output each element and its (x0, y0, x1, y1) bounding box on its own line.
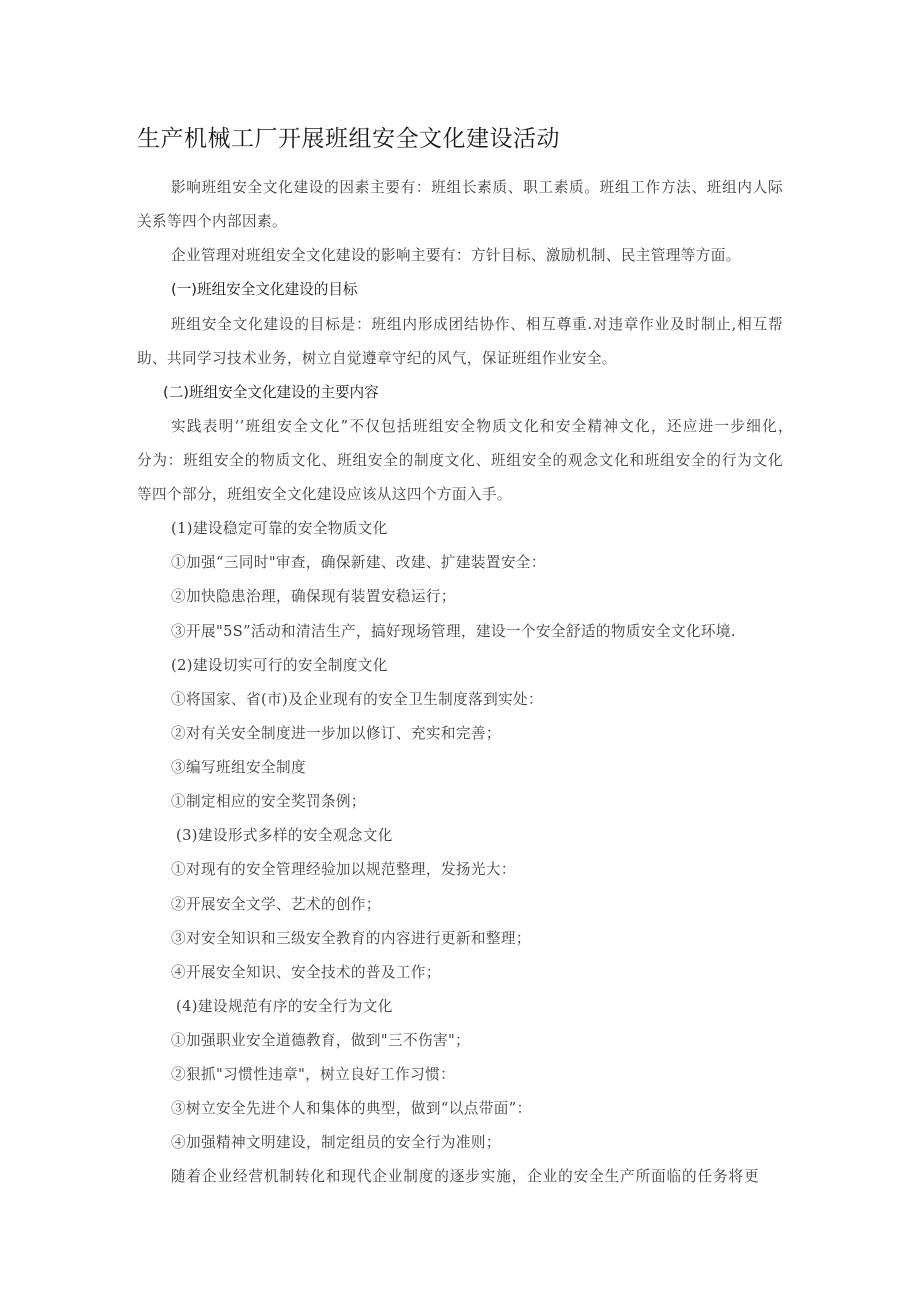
list-item: ③树立安全先进个人和集体的典型，做到“以点带面”： (171, 1100, 532, 1117)
paragraph-line: 关系等四个内部因素。 (137, 213, 287, 230)
list-item: ①加强“三同时"审查，确保新建、改建、扩建装置安全： (171, 554, 546, 571)
section-heading: (二)班组安全文化建设的主要内容 (163, 384, 379, 401)
paragraph-line: 企业管理对班组安全文化建设的影响主要有：方针目标、激励机制、民主管理等方面。 (171, 247, 741, 264)
subsection-heading: (3)建设形式多样的安全观念文化 (176, 827, 393, 844)
paragraph-line: 随着企业经营机制转化和现代企业制度的逐步实施，企业的安全生产所面临的任务将更 (171, 1168, 759, 1185)
paragraph-line: 实践表明‘’班组安全文化”不仅包括班组安全物质文化和安全精神文化，还应进一步细化， (171, 418, 793, 435)
list-item: ④开展安全知识、安全技术的普及工作； (171, 964, 441, 981)
paragraph-line: 影响班组安全文化建设的因素主要有：班组长素质、职工素质。班组工作方法、班组内人际 (171, 179, 783, 196)
section-heading: (一)班组安全文化建设的目标 (171, 281, 358, 298)
subsection-heading: (1)建设稳定可靠的安全物质文化 (171, 520, 388, 537)
list-item: ②狠抓"习惯性违章"，树立良好工作习惯： (171, 1066, 456, 1083)
list-item: ③编写班组安全制度 (171, 759, 306, 776)
list-item: ①加强职业安全道德教育，做到"三不伤害"； (171, 1032, 471, 1049)
list-item: ①将国家、省(市)及企业现有的安全卫生制度落到实处： (171, 691, 544, 708)
list-item: ④加强精神文明建设，制定组员的安全行为准则； (171, 1134, 501, 1151)
paragraph-line: 等四个部分，班组安全文化建设应该从这四个方面入手。 (137, 486, 512, 503)
list-item: ②对有关安全制度进一步加以修订、充实和完善； (171, 725, 501, 742)
list-item: ①对现有的安全管理经验加以规范整理，发扬光大： (171, 861, 516, 878)
list-item: ②加快隐患治理，确保现有装置安稳运行； (171, 588, 456, 605)
list-item: ③开展"5S”活动和清洁生产，搞好现场管理，建设一个安全舒适的物质安全文化环境. (171, 623, 736, 640)
paragraph-line: 班组安全文化建设的目标是：班组内形成团结协作、相互尊重.对违章作业及时制止,相互帮 (171, 316, 783, 333)
document-title: 生产机械工厂开展班组安全文化建设活动 (137, 126, 560, 152)
list-item: ①制定相应的安全奖罚条例； (171, 793, 366, 810)
list-item: ③对安全知识和三级安全教育的内容进行更新和整理； (171, 930, 531, 947)
paragraph-line: 分为：班组安全的物质文化、班组安全的制度文化、班组安全的观念文化和班组安全的行为文化 (137, 452, 783, 469)
list-item: ②开展安全文学、艺术的创作； (171, 896, 381, 913)
paragraph-line: 助、共同学习技术业务，树立自觉遵章守纪的风气，保证班组作业安全。 (137, 350, 617, 367)
subsection-heading: (2)建设切实可行的安全制度文化 (171, 657, 388, 674)
subsection-heading: (4)建设规范有序的安全行为文化 (176, 998, 393, 1015)
